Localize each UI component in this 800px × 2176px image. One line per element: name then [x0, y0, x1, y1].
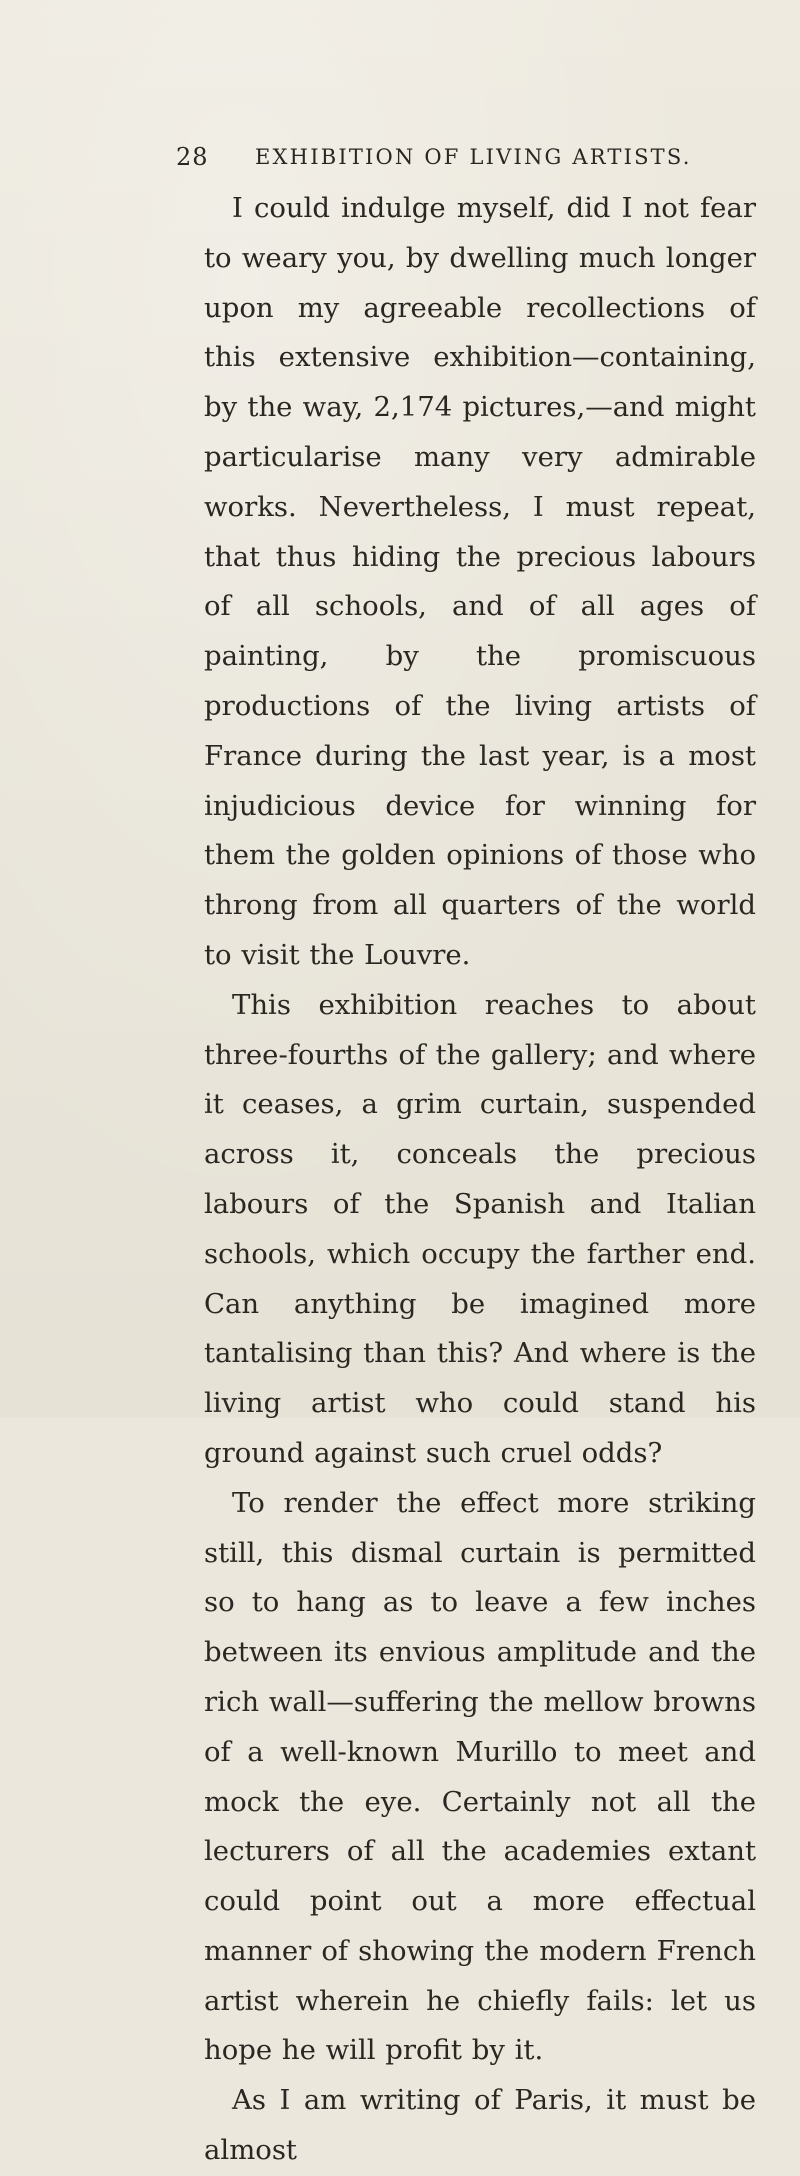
paragraph-1: I could indulge myself, did I not fear to weary you, by dwelling much longer upon my agreeable recollections of this extensive exhibition—containing, by the way, 2,174 pictures,—and might particularise many very admirable works. Nevertheless, I must repeat, that thus hiding the precious labours of all schools, and of all ages of painting, by the promiscuous productions of the living artists of France during the last year, is a most injudicious device for winning for them the golden opinions of those who throng from all quarters of the world to visit the Louvre. — [204, 192, 756, 971]
body-text — [204, 184, 756, 2176]
paragraph-2: This exhibition reaches to about three-fourths of the gallery; and where it ceases, a grim curtain, suspended across it, conceals the precious labours of the Spanish and Italian schools, which occupy the farther end. Can anything be imagined more tantalising than this? And where is the living artist who could stand his ground against such cruel odds? — [204, 988, 756, 1469]
running-title: EXHIBITION OF LIVING ARTISTS. — [255, 145, 692, 169]
running-head — [176, 143, 736, 183]
page-number: 28 — [176, 143, 209, 171]
paragraph-3: To render the effect more striking still, this dismal curtain is permitted so to hang as to leave a few inches between its envious amplitude and the rich wall—suffering the mellow browns of a well-known Murillo to meet and mock the eye. Certainly not all the lecturers of all the academies extant could point out a more effectual manner of showing the modern French artist wherein he chiefly fails: let us hope he will profit by it. — [204, 1486, 756, 2067]
paragraph-4: As I am writing of Paris, it must be almost — [204, 2084, 756, 2167]
